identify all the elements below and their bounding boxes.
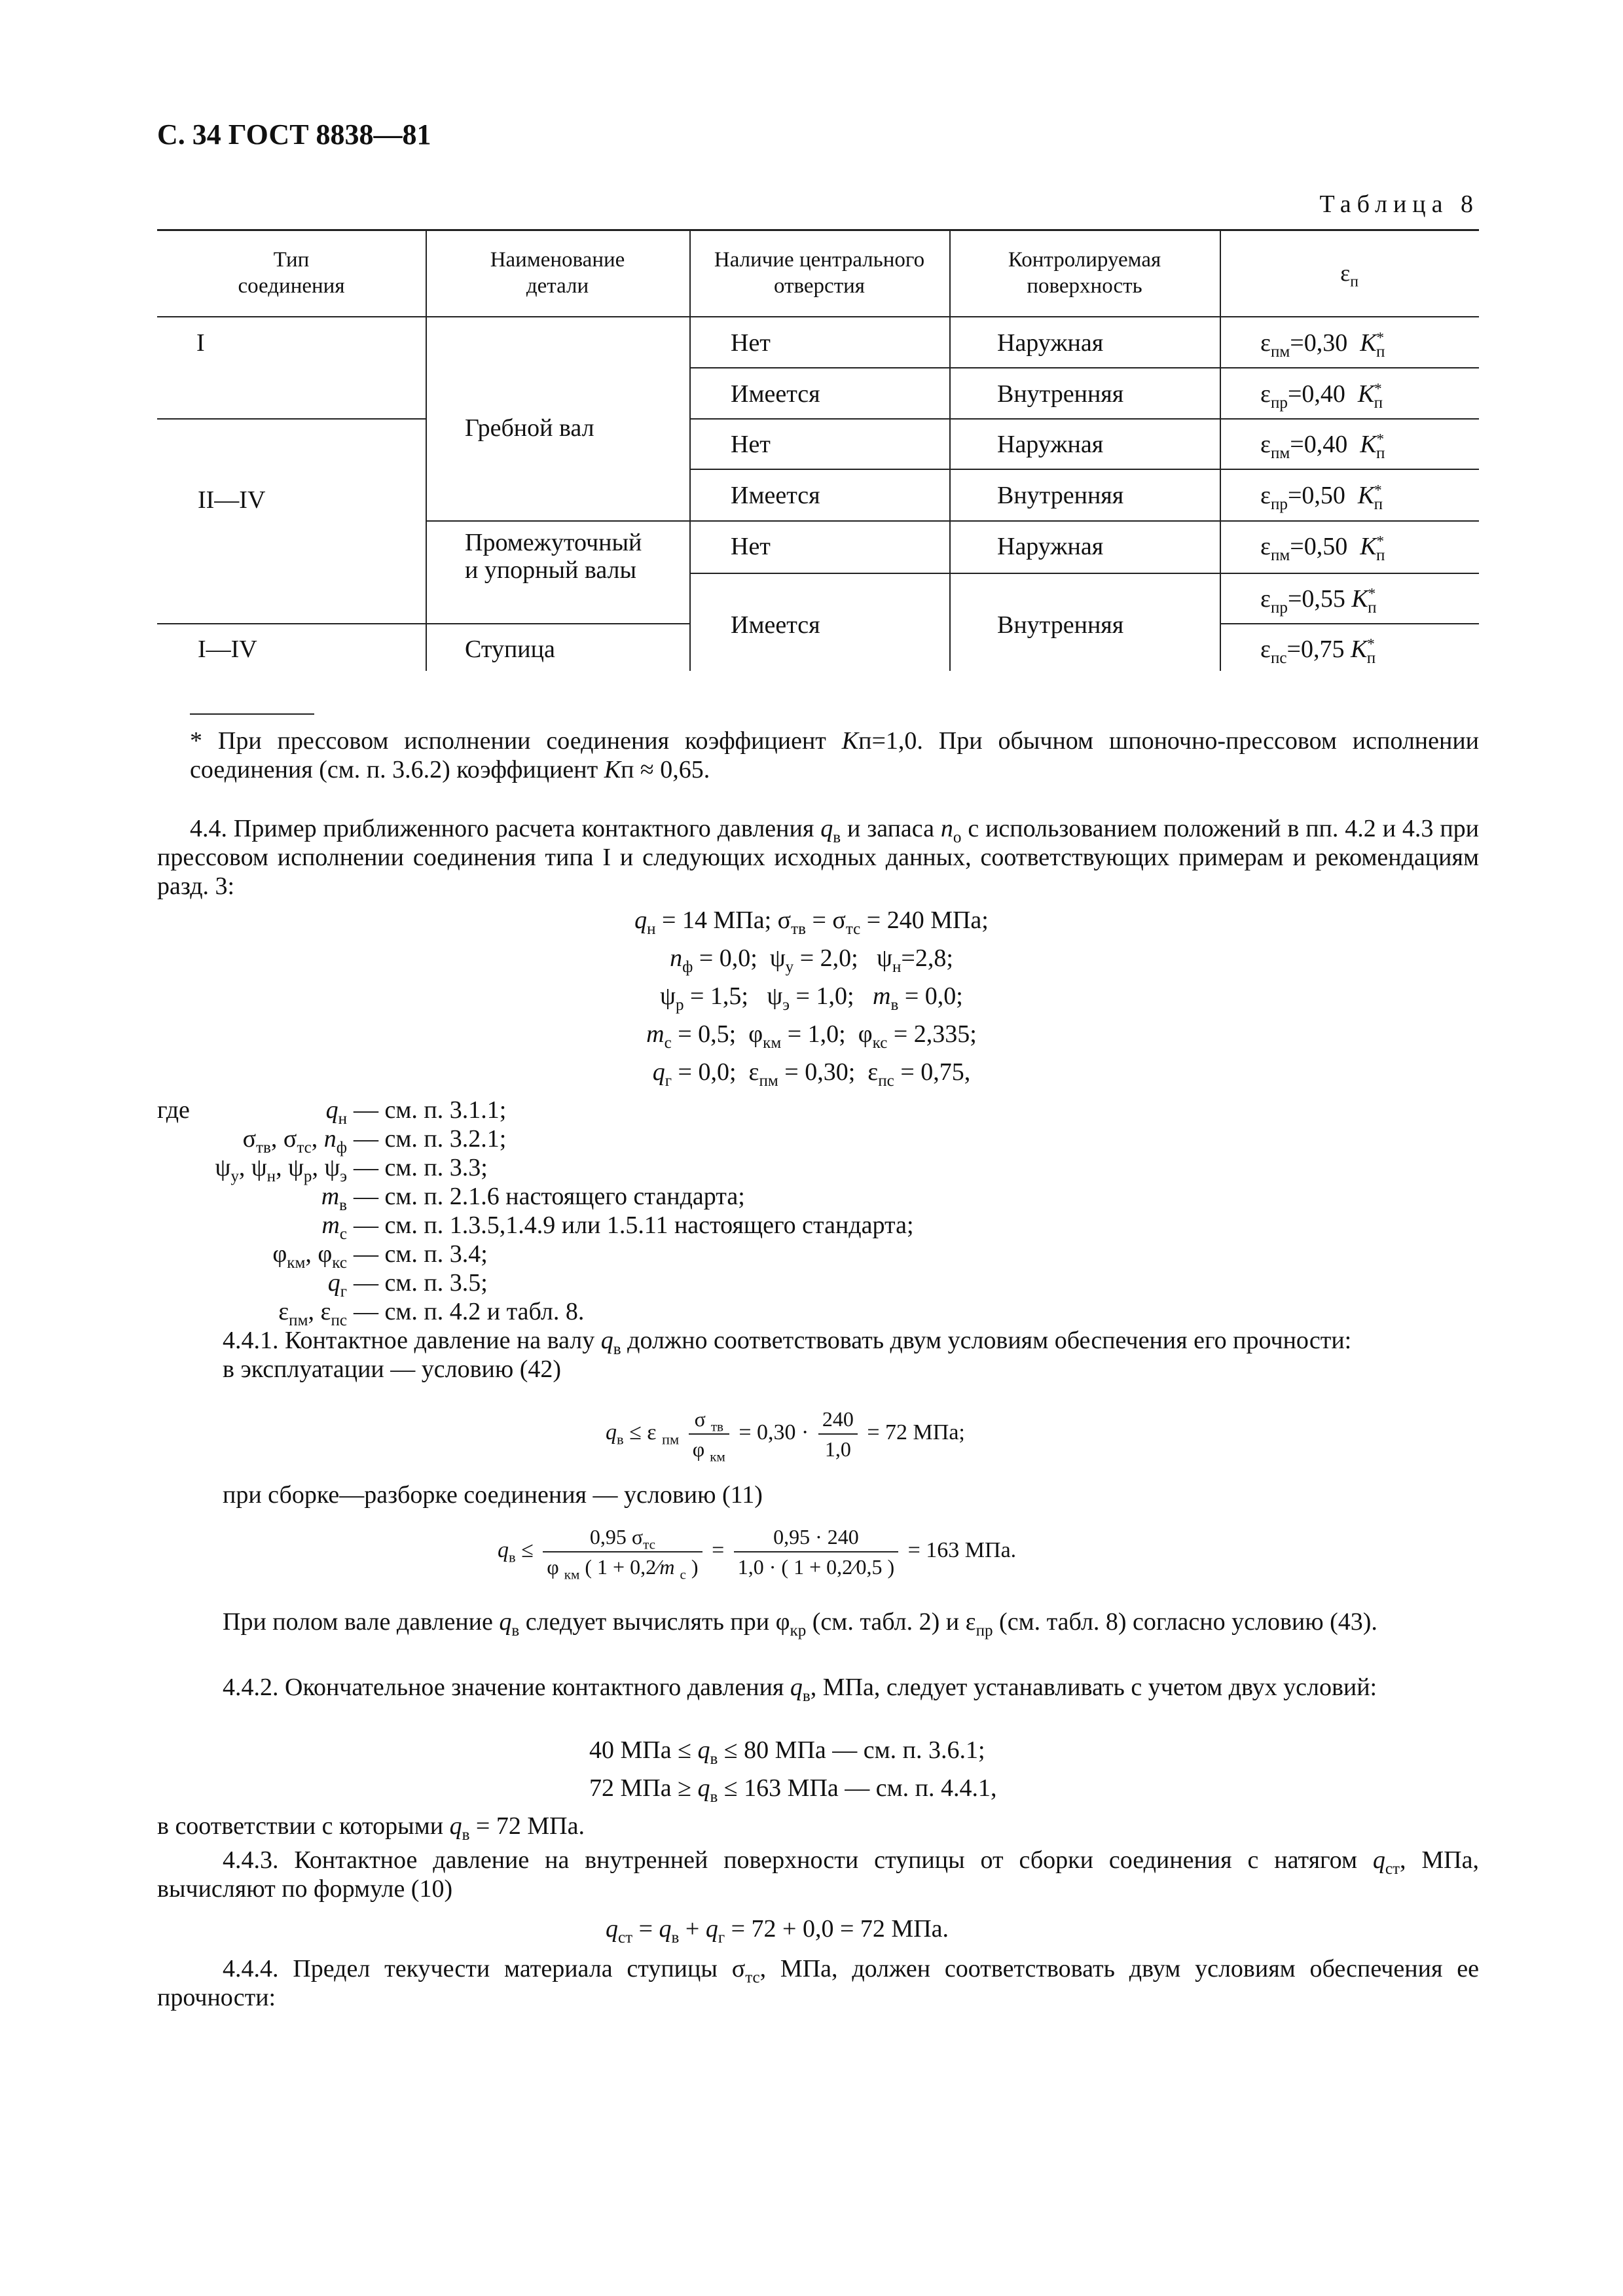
eps-value: $\varepsilon_{пс}=0,75$ $K^*_п$	[1260, 636, 1376, 667]
footnote-rule	[190, 713, 314, 715]
para-4-4: 4.4. Пример приближенного расчета контактного давления $q_в$ и запаса $n_о$ с использованием положений в пп. 4.2 и 4.3 при прессовом исполнении соединения типа I и следующих исходных данных, соответствующих примерам и рекомендациям разд. 3:	[157, 815, 1479, 900]
legend-sym: $q_г$	[327, 1269, 347, 1300]
surface-inner: Внутренняя	[997, 482, 1124, 509]
data-line-3: $\psi_р = 1,5$; $\psi_э = 1,0$; $m_в = 0,0$;	[660, 982, 963, 1014]
data-line-4: $m_с = 0,5$; $\varphi_{км} = 1,0$; $\varphi_{кс} = 2,335$;	[646, 1020, 977, 1052]
type-1-4: I—IV	[198, 636, 257, 663]
hole-yes: Имеется	[731, 380, 820, 408]
table-row-line	[689, 418, 1479, 420]
para-4-4-4: 4.4.4. Предел текучести материала ступицы $\sigma_{тс}$, МПа, должен соответствовать двум условиям обеспечения ее прочности:	[157, 1955, 1479, 2011]
hole-yes: Имеется	[731, 611, 820, 639]
para-4-4-1-exploitation: в эксплуатации — условию (42)	[223, 1355, 562, 1383]
legend-desc: — см. п. 3.2.1;	[354, 1125, 507, 1153]
para-4-4-2: 4.4.2. Окончательное значение контактного давления $q_в$, МПа, следует устанавливать с учетом двух условий:	[223, 1674, 1377, 1705]
data-line-1: $q_н = 14$ МПа; $\sigma_{тв} = \sigma_{тс} = 240$ МПа;	[634, 906, 989, 938]
table-top-border	[157, 229, 1479, 231]
surface-inner: Внутренняя	[997, 611, 1124, 639]
para-hollow-shaft: При полом вале давление $q_в$ следует вычислять при $\varphi_{кр}$ (см. табл. 2) и $\varepsilon_{пр}$ (см. табл. 8) согласно условию (43).	[223, 1608, 1377, 1640]
surface-outer: Наружная	[997, 533, 1104, 560]
eps-value: $\varepsilon_{пр}=0,40$ $K^*_п$	[1260, 380, 1383, 412]
legend-desc: — см. п. 3.3;	[354, 1154, 488, 1181]
para-4-4-1: 4.4.1. Контактное давление на валу $q_в$ должно соответствовать двум условиям обеспечения его прочности:	[223, 1327, 1352, 1358]
legend-desc: — см. п. 3.1.1;	[354, 1096, 507, 1124]
legend-desc: — см. п. 2.1.6 настоящего стандарта;	[354, 1183, 745, 1210]
type-1: I	[196, 329, 205, 357]
th-type: Тип соединения	[238, 248, 345, 298]
condition-2: 72 МПа ≥ $q_в \le 163$ МПа — см. п. 4.4.1,	[589, 1774, 997, 1806]
eps-value: $\varepsilon_{пм}=0,40$ $K^*_п$	[1260, 431, 1385, 462]
type-2-4: II—IV	[198, 486, 266, 514]
para-4-4-3: 4.4.3. Контактное давление на внутренней поверхности ступицы от сборки соединения с натягом $q_{ст}$, МПа, вычисляют по формуле (10)	[157, 1846, 1479, 1903]
legend-sym: $\varphi_{км}$, $\varphi_{кс}$	[272, 1240, 347, 1272]
table-header-border	[157, 316, 1479, 317]
legend-desc: — см. п. 3.4;	[354, 1240, 488, 1268]
legend-sym: $m_с$	[321, 1211, 347, 1243]
table-row-line	[689, 469, 1479, 470]
legend-sym: $m_в$	[321, 1183, 347, 1214]
part-propeller-shaft: Гребной вал	[465, 414, 594, 442]
legend-sym: $\psi_у$, $\psi_н$, $\psi_р$, $\psi_э$	[215, 1154, 347, 1185]
hole-no: Нет	[731, 329, 771, 357]
table-row-line	[157, 623, 689, 624]
th-hole: Наличие центрального отверстия	[714, 248, 925, 298]
surface-outer: Наружная	[997, 329, 1104, 357]
para-4-4-1-assembly: при сборке—разборке соединения — условию (11)	[223, 1481, 763, 1509]
eps-value: $\varepsilon_{пм}=0,30$ $K^*_п$	[1260, 329, 1385, 361]
legend-desc: — см. п. 4.2 и табл. 8.	[354, 1298, 585, 1325]
table-row-line	[157, 418, 426, 420]
hole-no: Нет	[731, 533, 771, 560]
table-row-line	[689, 367, 1479, 368]
formula-11: $q_в$ ≤ $\frac{0,95 \sigma_{тс}}{\varphi _{км} ( 1 + 0,2∕m _с )}$ = $\frac{0,95 \cdot 240}{1,0 \cdot ( 1 + 0,2∕0,5 )}$ = 163 МПа.	[498, 1525, 1017, 1583]
th-surface: Контролируемая поверхность	[1008, 248, 1161, 298]
eps-value: $\varepsilon_{пм}=0,50$ $K^*_п$	[1260, 533, 1385, 564]
surface-inner: Внутренняя	[997, 380, 1124, 408]
th-part: Наименование детали	[490, 248, 625, 298]
formula-42: $q_в \le \varepsilon$ $_{пм}$ $\frac{\sigma _{тв}}{\varphi _{км}}$ = 0,30 · $\frac{240}{1,0}$ = 72 МПа;	[606, 1407, 965, 1465]
legend-sym: $\sigma_{тв}$, $\sigma_{тс}$, $n_ф$	[242, 1125, 347, 1157]
part-intermediate-shaft: Промежуточный и упорный валы	[465, 529, 642, 584]
legend-desc: — см. п. 1.3.5,1.4.9 или 1.5.11 настоящего стандарта;	[354, 1211, 914, 1239]
data-line-5: $q_г = 0,0$; $\varepsilon_{пм} = 0,30$; $\varepsilon_{пс} = 0,75$,	[652, 1058, 971, 1090]
table-row-line	[426, 520, 1479, 522]
surface-outer: Наружная	[997, 431, 1104, 458]
legend-desc: — см. п. 3.5;	[354, 1269, 488, 1297]
legend-sym: $q_н$	[325, 1096, 347, 1128]
table-row-line	[1220, 623, 1479, 624]
hole-no: Нет	[731, 431, 771, 458]
th-epsilon: $\varepsilon_п$	[1340, 260, 1359, 291]
table-8	[157, 229, 1479, 671]
part-hub: Ступица	[465, 636, 555, 663]
condition-1: 40 МПа ≤ $q_в \le 80$ МПа — см. п. 3.6.1;	[589, 1736, 985, 1768]
eps-value: $\varepsilon_{пр}=0,50$ $K^*_п$	[1260, 482, 1383, 513]
formula-10: $q_{ст} = q_в + q_г = 72 + 0,0 = 72$ МПа.	[606, 1915, 949, 1946]
footnote: * При прессовом исполнении соединения коэффициент Kп=1,0. При обычном шпоночно-прессовом исполнении соединения (см. п. 3.6.2) коэффициент Kп ≈ 0,65.	[190, 727, 1480, 783]
eps-value: $\varepsilon_{пр}=0,55$ $K^*_п$	[1260, 585, 1377, 617]
legend-where: где	[157, 1096, 190, 1124]
para-4-4-2-result: в соответствии с которыми $q_в = 72$ МПа.	[157, 1812, 585, 1844]
table-caption: Таблица 8	[1319, 190, 1479, 218]
data-line-2: $n_ф = 0,0$; $\psi_у = 2,0$; $\psi_н=2,8$;	[670, 944, 953, 976]
table-col-line	[1220, 229, 1221, 671]
legend-sym: $\varepsilon_{пм}$, $\varepsilon_{пс}$	[278, 1298, 347, 1329]
hole-yes: Имеется	[731, 482, 820, 509]
table-row-line	[689, 573, 1479, 574]
page-header: С. 34 ГОСТ 8838—81	[157, 118, 431, 151]
